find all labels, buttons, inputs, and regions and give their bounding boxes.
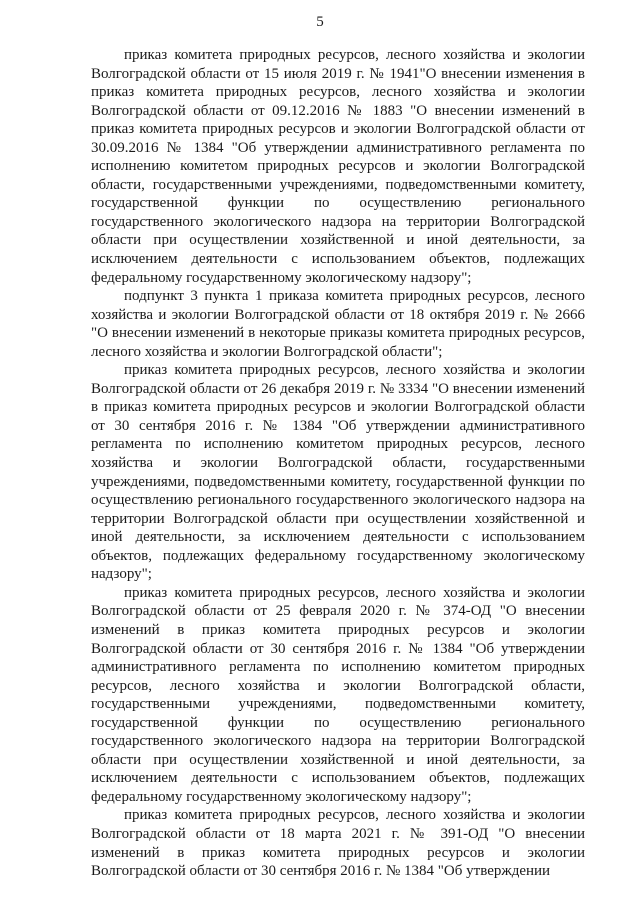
paragraph-order-2666: подпункт 3 пункта 1 приказа комитета природных ресурсов, лесного хозяйства и экологии Волгоградской области от 18 октября 2019 г. № 2666 "О внесении изменений в некоторые приказы комитета природных ресурсов, лесного хозяйства и экологии Волгоградской области"; — [91, 288, 585, 360]
paragraph-order-3334: приказ комитета природных ресурсов, лесного хозяйства и экологии Волгоградской области от 26 декабря 2019 г. № 3334 "О внесении изменений в приказ комитета природных ресурсов и экологии Волгоградской области от 30 сентября 2016 г. № 1384 "Об утверждении административного регламента по исполнению комитетом природных ресурсов, лесного хозяйства и экологии Волгоградской области, государственными учреждениями, подведомственными комитету, государственной функции по осуществлению регионального государственного экологического надзора на территории Волгоградской области при осуществлении хозяйственной и иной деятельности, за исключением деятельности с использованием объектов, подлежащих федеральному государственному экологическому надзору"; — [91, 362, 585, 583]
page-number: 5 — [316, 14, 324, 30]
paragraph-order-1941: приказ комитета природных ресурсов, лесного хозяйства и экологии Волгоградской области от 15 июля 2019 г. № 1941"О внесении изменения в приказ комитета природных ресурсов, лесного хозяйства и экологии Волгоградской области от 09.12.2016 № 1883 "О внесении изменений в приказ комитета природных ресурсов и экологии Волгоградской области от 30.09.2016 № 1384 "Об утверждении административного регламента по исполнению комитетом природных ресурсов и экологии Волгоградской области, государственными учреждениями, подведомственными комитету, государственной функции по осуществлению регионального государственного экологического надзора на территории Волгоградской области при осуществлении хозяйственной и иной деятельности, за исключением деятельности с использованием объектов, подлежащих федеральному государственному экологическому надзору"; — [91, 47, 585, 286]
paragraph-order-391-od: приказ комитета природных ресурсов, лесного хозяйства и экологии Волгоградской области от 18 марта 2021 г. № 391-ОД "О внесении изменений в приказ комитета природных ресурсов и экологии Волгоградской области от 30 сентября 2016 г. № 1384 "Об утверждении — [91, 807, 585, 880]
paragraph-order-374-od: приказ комитета природных ресурсов, лесного хозяйства и экологии Волгоградской области от 25 февраля 2020 г. № 374-ОД "О внесении изменений в приказ комитета природных ресурсов и экологии Волгоградской области от 30 сентября 2016 г. № 1384 "Об утверждении административного регламента по исполнению комитетом природных ресурсов, лесного хозяйства и экологии Волгоградской области, государственными учреждениями, подведомственными комитету, государственной функции по осуществлению регионального государственного экологического надзора на территории Волгоградской области при осуществлении хозяйственной и иной деятельности, за исключением деятельности с использованием объектов, подлежащих федеральному государственному экологическому надзору"; — [91, 584, 585, 805]
document-body — [91, 46, 585, 881]
